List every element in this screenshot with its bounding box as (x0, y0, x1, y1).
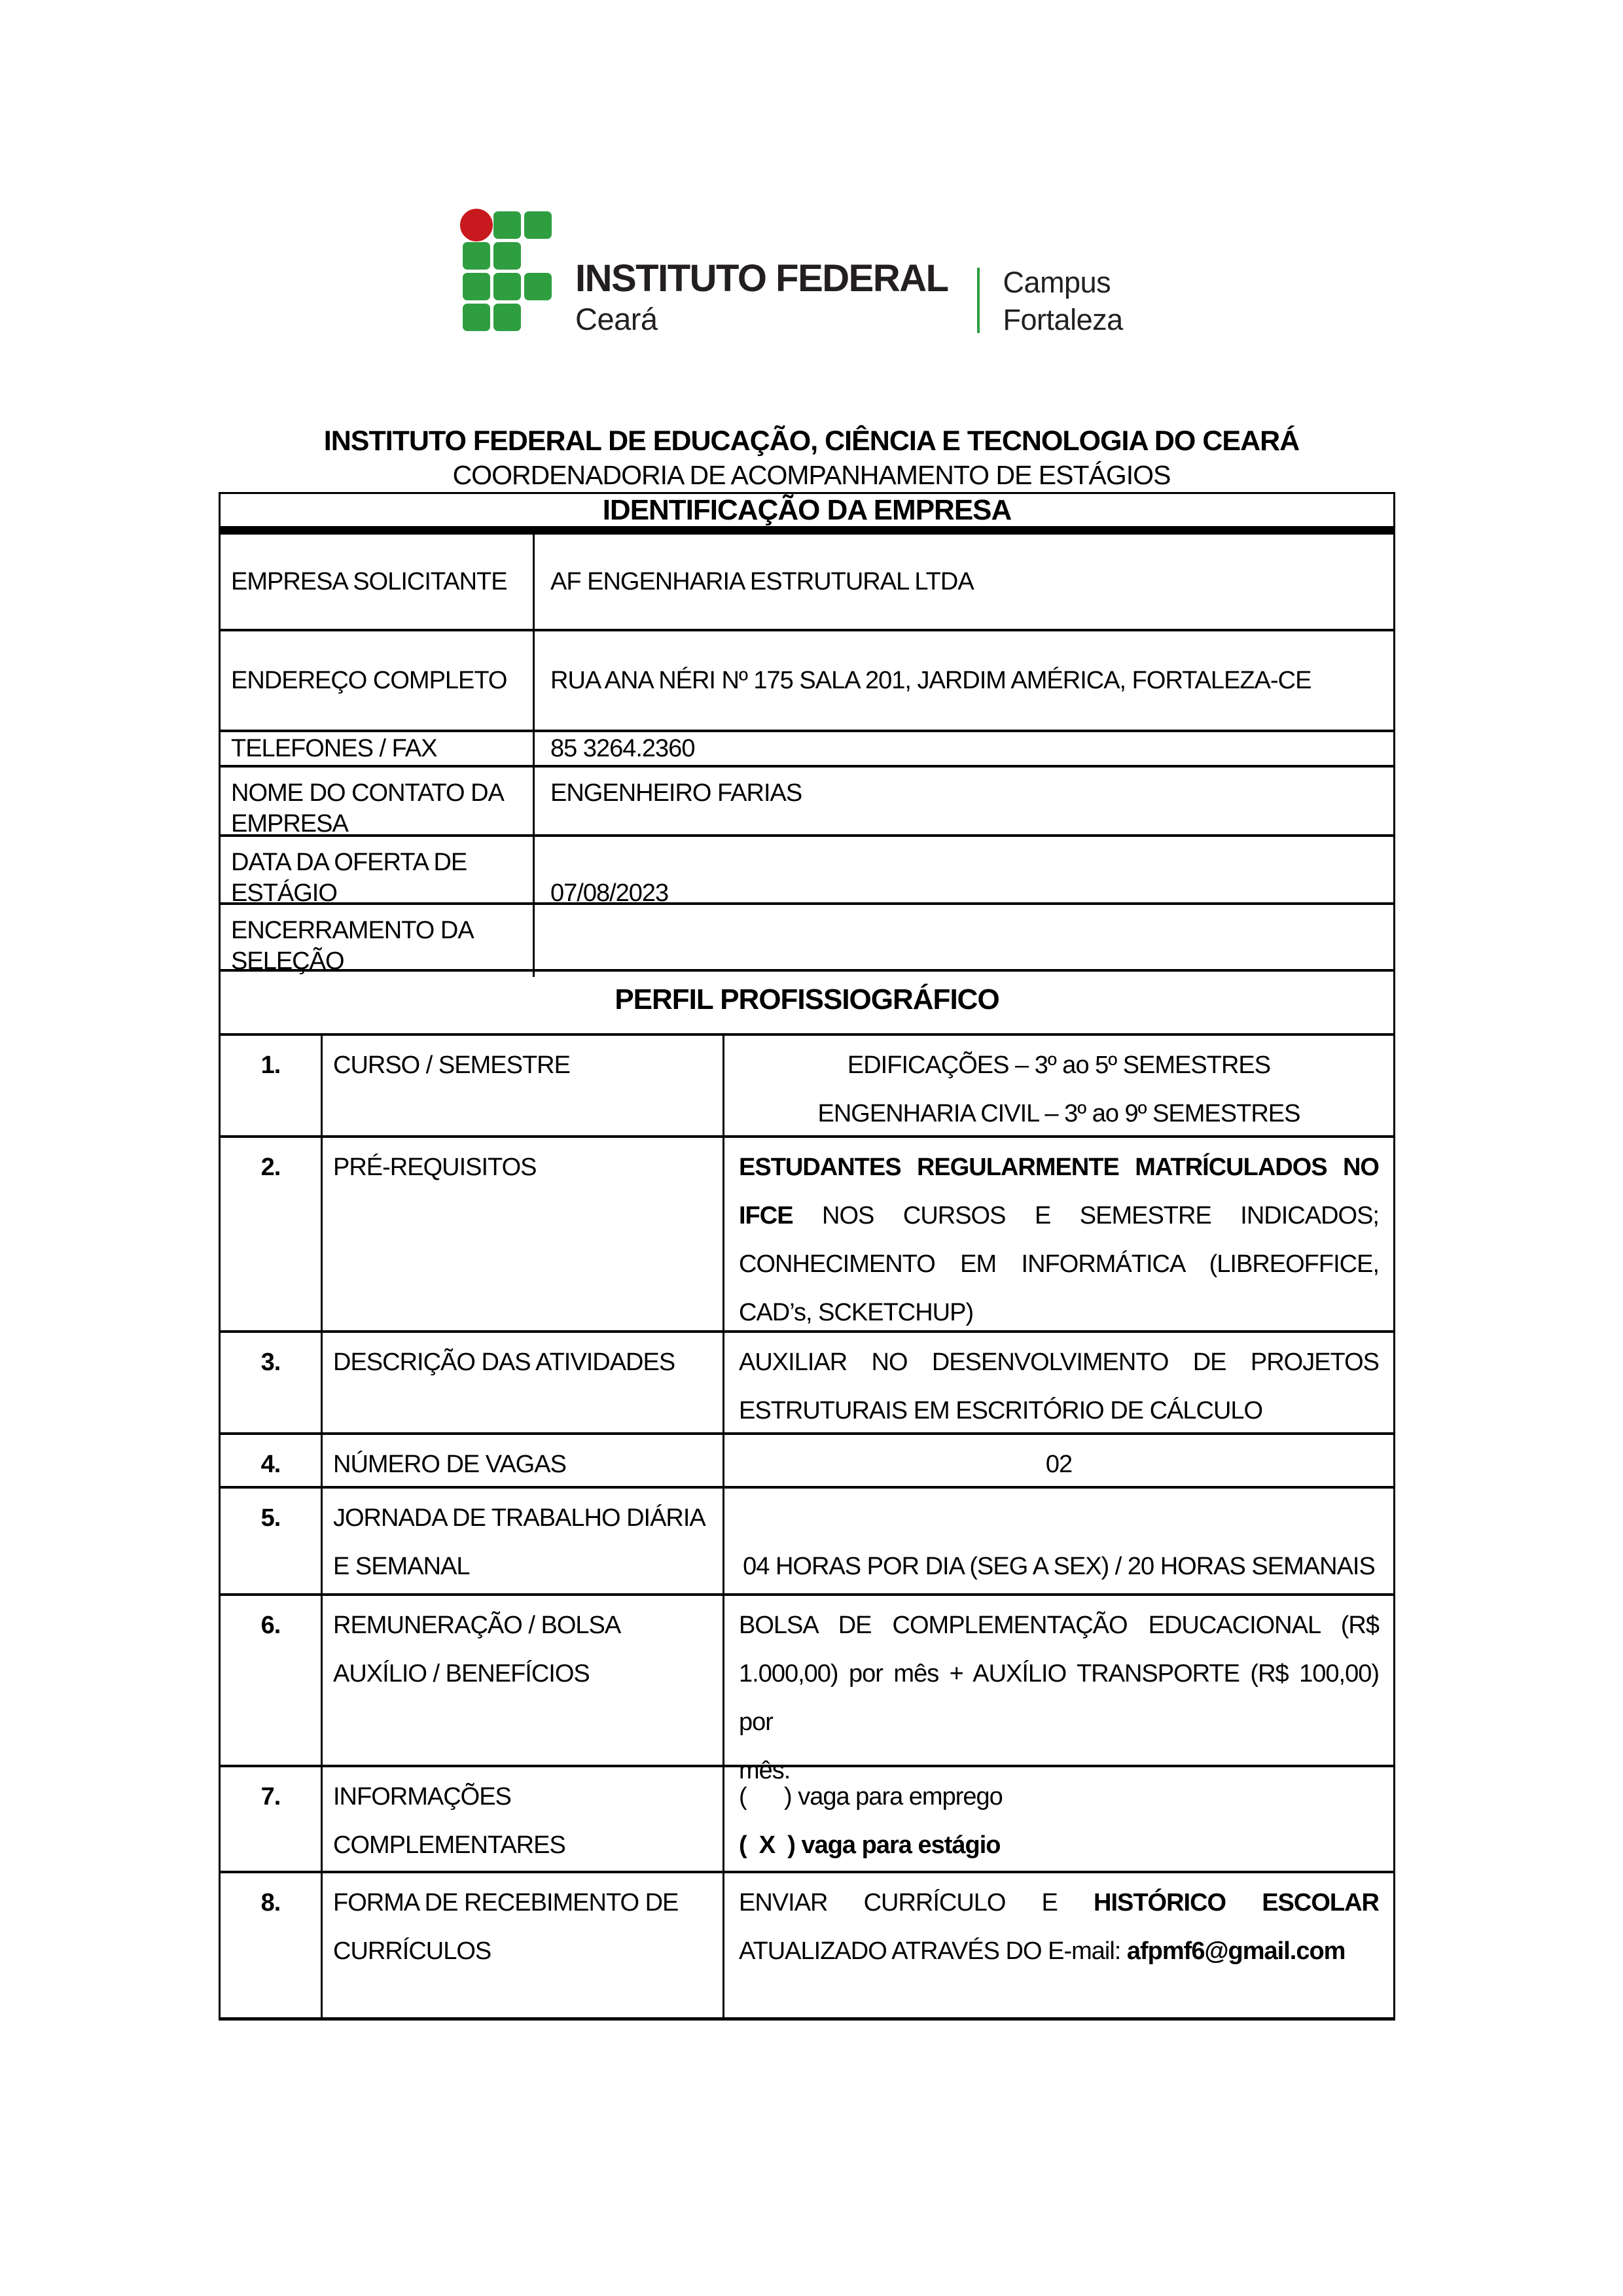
row-empresa-solicitante (221, 532, 1393, 629)
row-value: EDIFICAÇÕES – 3º ao 5º SEMESTRES ENGENHARIA CIVIL – 3º ao 9º SEMESTRES (817, 1051, 1300, 1127)
row-value: ESTUDANTES REGULARMENTE MATRÍCULADOS NO IFCE NOS CURSOS E SEMESTRE INDICADOS; CONHECIMENTO EM INFORMÁTICA (LIBREOFFICE, CAD’s, SCKETCHUP) (739, 1154, 1379, 1326)
row-label: JORNADA DE TRABALHO DIÁRIA E SEMANAL (323, 1489, 724, 1593)
internship-offer-table (219, 492, 1395, 2021)
profile-row-forma-recebimento-curriculos (221, 1871, 1393, 2017)
row-number: 1. (221, 1036, 323, 1138)
logo-state-name: Ceará (575, 302, 658, 336)
row-label: REMUNERAÇÃO / BOLSA AUXÍLIO / BENEFÍCIOS (323, 1596, 724, 1795)
logo-green-square-icon (463, 304, 490, 331)
row-number: 4. (221, 1435, 323, 1489)
profile-row-informacoes-complementares (221, 1765, 1393, 1871)
page-title: INSTITUTO FEDERAL DE EDUCAÇÃO, CIÊNCIA E TECNOLOGIA DO CEARÁ (323, 425, 1300, 457)
logo-green-square-icon (463, 242, 490, 270)
logo-brand-text (575, 257, 948, 336)
profile-row-curso-semestre (221, 1033, 1393, 1135)
logo-green-square-icon (524, 211, 552, 239)
profile-row-pre-requisitos (221, 1135, 1393, 1330)
row-value: 85 3264.2360 (550, 734, 695, 762)
row-label: NOME DO CONTATO DA EMPRESA (221, 768, 535, 839)
row-number: 8. (221, 1873, 323, 2017)
row-value: 07/08/2023 (550, 879, 669, 907)
row-value: AUXILIAR NO DESENVOLVIMENTO DE PROJETOS ESTRUTURAIS EM ESCRITÓRIO DE CÁLCULO (739, 1349, 1379, 1424)
row-value: BOLSA DE COMPLEMENTAÇÃO EDUCACIONAL (R$ 1.000,00) por mês + AUXÍLIO TRANSPORTE (R$ 100,00) por mês. (739, 1612, 1379, 1784)
row-label: TELEFONES / FAX (221, 732, 535, 765)
logo-green-square-icon (493, 273, 521, 300)
row-number: 7. (221, 1767, 323, 1871)
row-number: 6. (221, 1596, 323, 1795)
logo-red-dot-icon (460, 209, 493, 241)
row-label: DATA DA OFERTA DE ESTÁGIO (221, 837, 535, 909)
row-label: EMPRESA SOLICITANTE (221, 535, 535, 629)
row-label: INFORMAÇÕES COMPLEMENTARES (323, 1767, 724, 1871)
row-label: FORMA DE RECEBIMENTO DE CURRÍCULOS (323, 1873, 724, 2017)
row-value: ENVIAR CURRÍCULO E HISTÓRICO ESCOLAR ATUALIZADO ATRAVÉS DO E-mail: afpmf6@gmail.com (739, 1889, 1379, 1965)
row-value: ( ) vaga para emprego ( X ) vaga para estágio (739, 1783, 1003, 1859)
row-number: 3. (221, 1333, 323, 1435)
row-value: 02 (1045, 1451, 1073, 1478)
profile-row-numero-vagas (221, 1432, 1393, 1486)
logo-green-square-icon (463, 273, 490, 300)
profile-row-descricao-atividades (221, 1330, 1393, 1432)
row-value: RUA ANA NÉRI Nº 175 SALA 201, JARDIM AMÉRICA, FORTALEZA-CE (550, 666, 1311, 694)
logo-green-square-icon (493, 211, 521, 239)
logo-green-square-icon (493, 242, 521, 270)
row-label: PRÉ-REQUISITOS (323, 1138, 724, 1337)
row-label: NÚMERO DE VAGAS (323, 1435, 724, 1489)
profile-row-jornada-trabalho (221, 1486, 1393, 1593)
profile-row-remuneracao-bolsa (221, 1593, 1393, 1784)
row-data-oferta-estagio (221, 834, 1393, 907)
row-label: ENDEREÇO COMPLETO (221, 631, 535, 730)
row-value (535, 905, 1393, 977)
row-telefones-fax (221, 730, 1393, 765)
row-value: 04 HORAS POR DIA (SEG A SEX) / 20 HORAS SEMANAIS (743, 1553, 1375, 1580)
row-label: CURSO / SEMESTRE (323, 1036, 724, 1138)
row-number: 5. (221, 1489, 323, 1593)
row-number: 2. (221, 1138, 323, 1337)
row-label: DESCRIÇÃO DAS ATIVIDADES (323, 1333, 724, 1435)
row-value: ENGENHEIRO FARIAS (550, 779, 802, 807)
section-header-perfil-profissiografico: PERFIL PROFISSIOGRÁFICO (221, 969, 1393, 1033)
logo-campus-text (1003, 268, 1123, 334)
row-encerramento-selecao (221, 902, 1393, 975)
row-label: ENCERRAMENTO DA SELEÇÃO (221, 905, 535, 977)
logo-divider (977, 268, 980, 333)
row-nome-contato-empresa (221, 765, 1393, 838)
logo-green-square-icon (524, 273, 552, 300)
logo-institution-name: INSTITUTO FEDERAL (575, 257, 948, 300)
ifce-logo-mark-icon (463, 211, 552, 334)
campus-label: Campus (1003, 266, 1111, 299)
section-header-identificacao-empresa: IDENTIFICAÇÃO DA EMPRESA (221, 494, 1393, 532)
row-endereco-completo (221, 629, 1393, 730)
row-value: AF ENGENHARIA ESTRUTURAL LTDA (550, 567, 974, 595)
ifce-logo (463, 211, 1123, 334)
logo-green-square-icon (493, 304, 521, 331)
page-subtitle: COORDENADORIA DE ACOMPANHAMENTO DE ESTÁGIOS (452, 460, 1171, 490)
campus-name: Fortaleza (1003, 303, 1123, 336)
